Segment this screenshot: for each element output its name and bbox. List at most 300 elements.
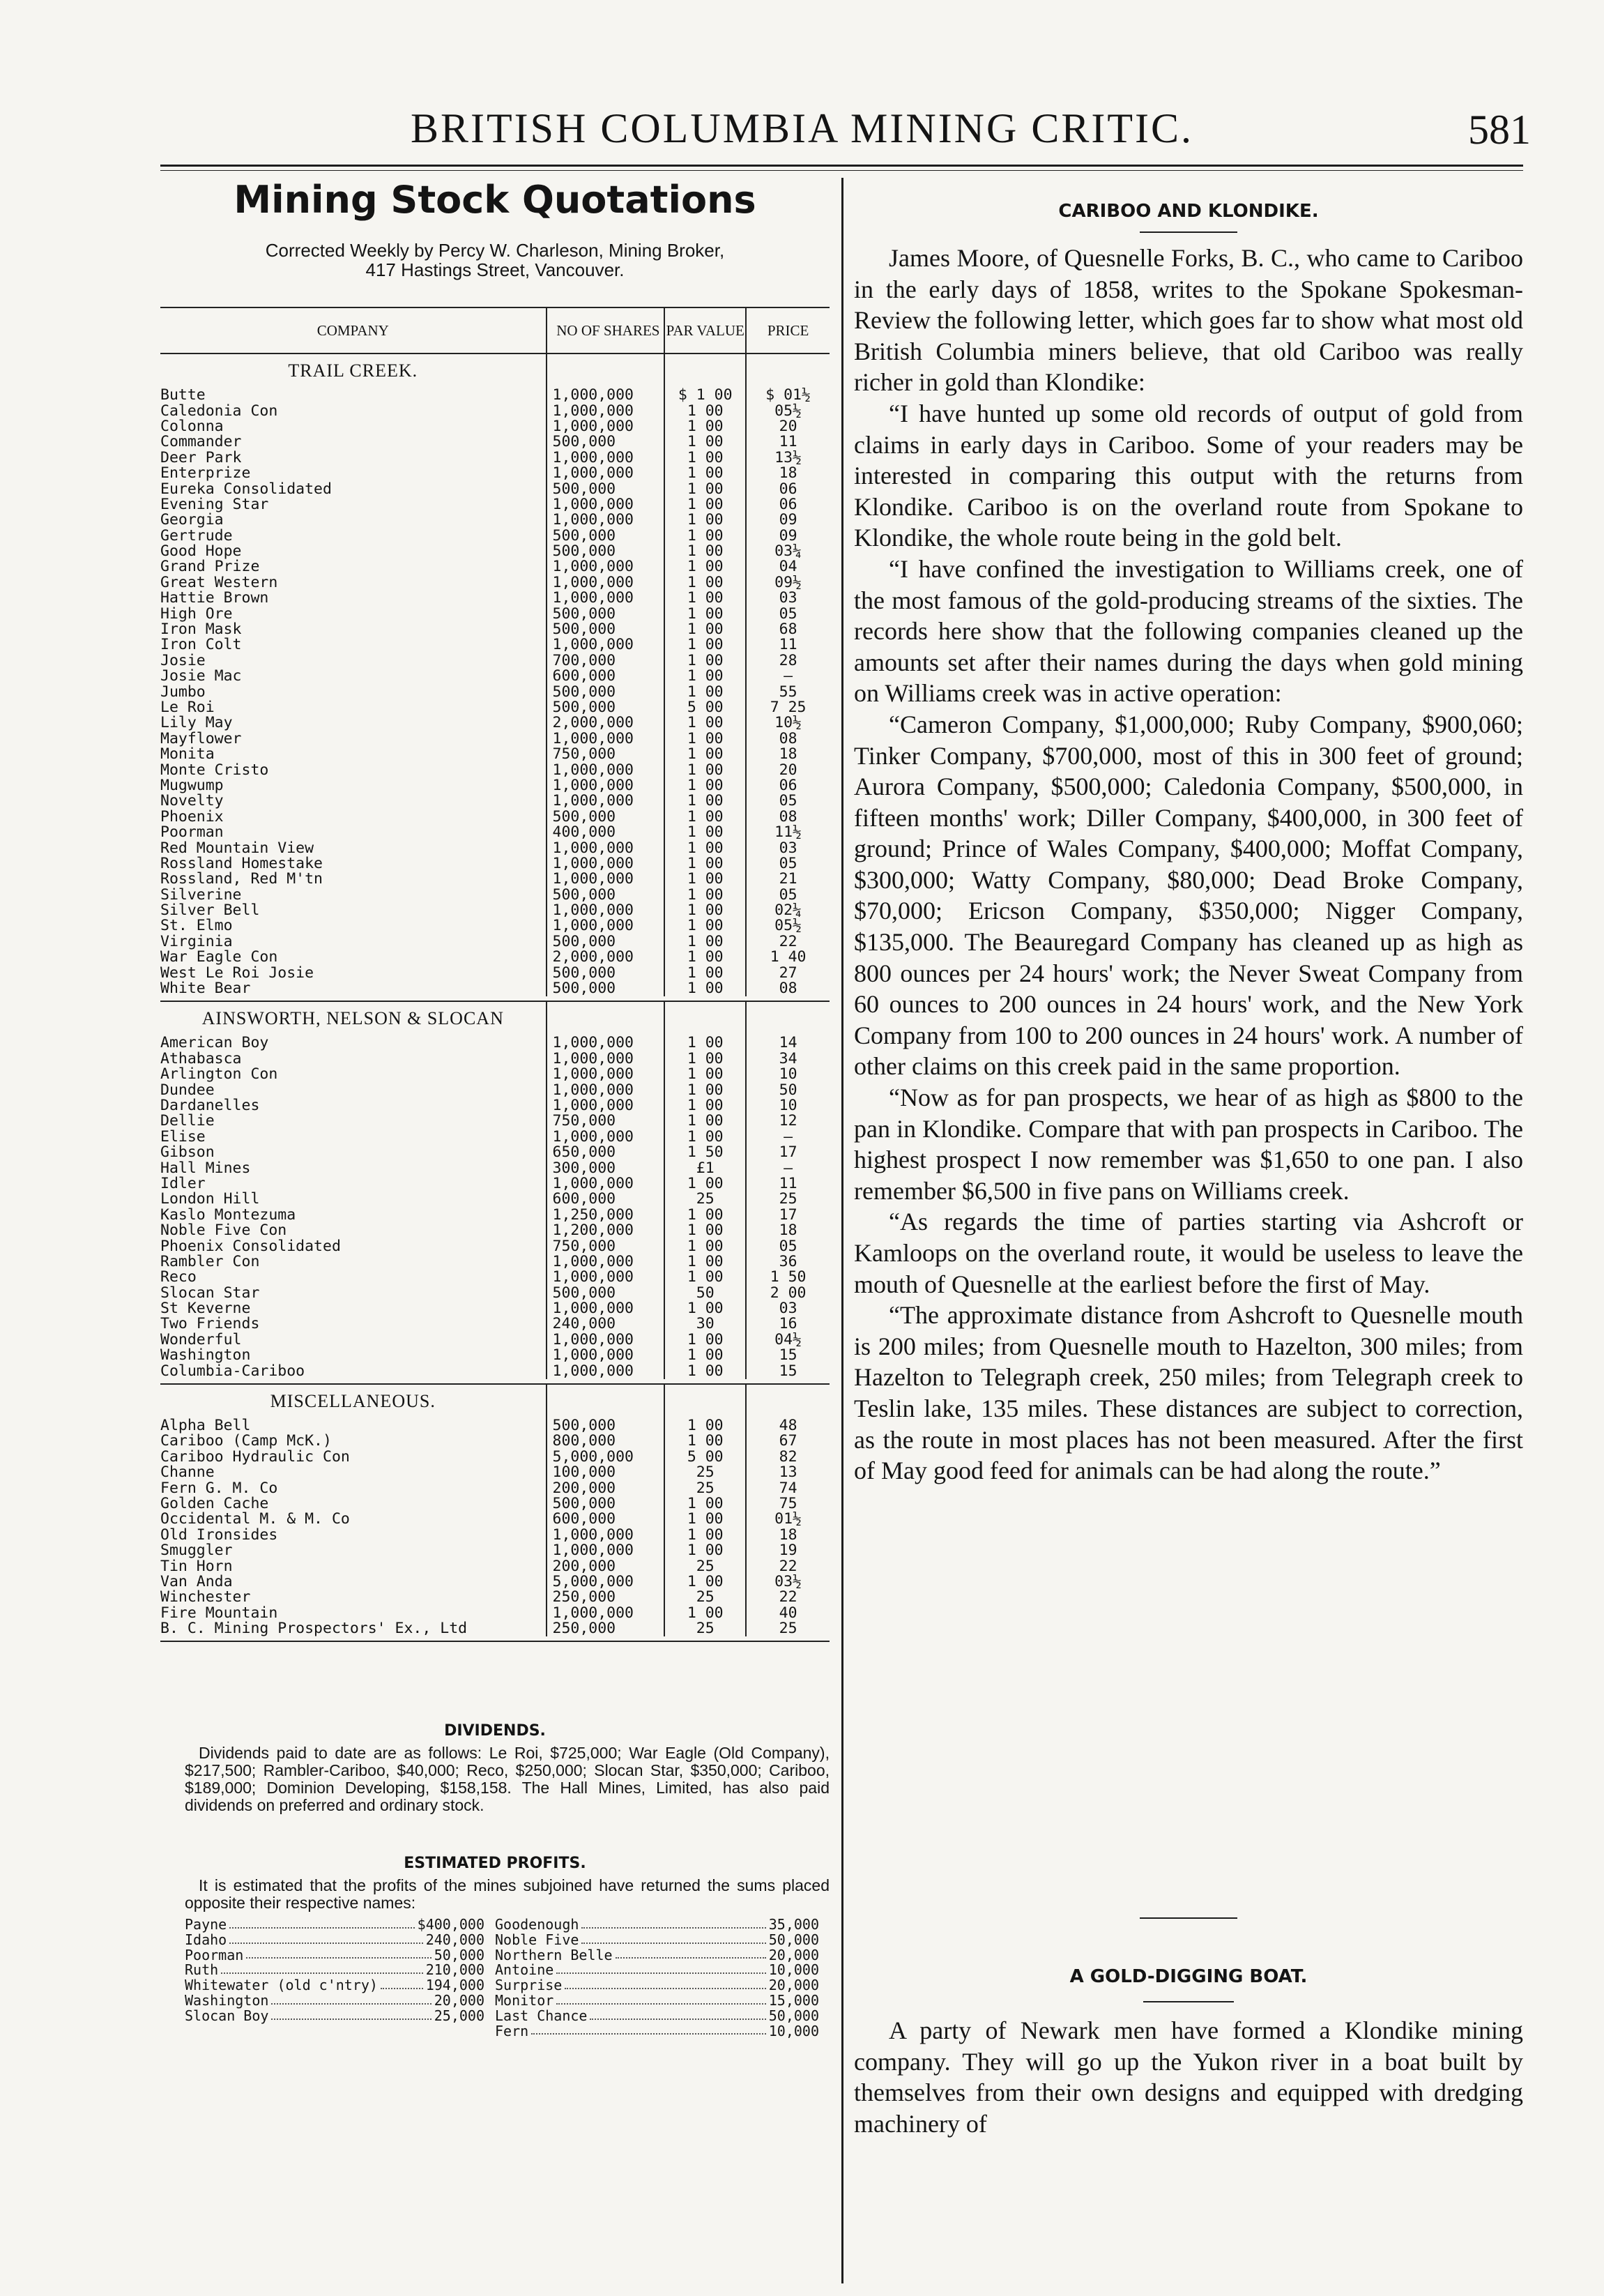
col-price: PRICE <box>746 307 830 353</box>
price: 82 <box>746 1450 830 1465</box>
shares: 1,200,000 <box>547 1223 665 1238</box>
company-name: Rambler Con <box>160 1254 260 1270</box>
leader-dots <box>556 1993 765 2005</box>
par-value: 1 00 <box>664 669 746 684</box>
par-value: 1 00 <box>664 606 746 621</box>
table-row <box>160 1363 830 1378</box>
company-name: Slocan Star <box>160 1285 260 1301</box>
price: 19 <box>746 1543 830 1558</box>
price: 03 <box>746 1301 830 1316</box>
price: 06 <box>746 778 830 793</box>
table-row <box>160 1223 830 1238</box>
price: 28 <box>746 653 830 669</box>
company-name: Red Mountain View <box>160 840 314 856</box>
table-row <box>160 809 830 825</box>
price: 48 <box>746 1418 830 1434</box>
par-value: 1 00 <box>664 918 746 934</box>
company-name: Iron Colt <box>160 637 242 653</box>
par-value: 1 00 <box>664 653 746 669</box>
price: 7 25 <box>746 700 830 715</box>
par-value: 1 00 <box>664 450 746 466</box>
table-row <box>160 840 830 856</box>
shares: 750,000 <box>547 747 665 762</box>
table-row <box>160 965 830 980</box>
price: 22 <box>746 934 830 950</box>
shares: 1,000,000 <box>547 497 665 512</box>
table-row <box>160 653 830 669</box>
table-row <box>160 1208 830 1223</box>
price: 68 <box>746 622 830 637</box>
company-name: Enterprize <box>160 465 251 482</box>
price: 05½ <box>746 918 830 934</box>
profit-amount: 15,000 <box>768 1991 819 2009</box>
table-row <box>160 434 830 450</box>
shares: 1,000,000 <box>547 575 665 591</box>
shares: 1,000,000 <box>547 856 665 872</box>
shares: 1,000,000 <box>547 1067 665 1082</box>
par-value: 1 00 <box>664 872 746 887</box>
running-header <box>0 105 1604 153</box>
company-name: Phoenix Consolidated <box>160 1238 341 1254</box>
price: 08 <box>746 981 830 996</box>
table-row <box>160 1465 830 1480</box>
profit-amount: 50,000 <box>768 2007 819 2024</box>
par-value: 1 00 <box>664 1434 746 1449</box>
table-row <box>160 1590 830 1605</box>
company-name: St. Elmo <box>160 918 233 934</box>
company-name: Josie Mac <box>160 669 242 685</box>
par-value: 1 00 <box>664 731 746 747</box>
article-paragraph: “I have confined the investigation to Williams creek, one of the most famous of the gold-producing streams of the sixties. The records here show that the following companies cleaned up the amounts set after their names during the days when gold mining on Williams creek was in active operation: <box>854 554 1523 708</box>
price: 05 <box>746 793 830 809</box>
shares: 1,000,000 <box>547 1606 665 1621</box>
shares: 1,000,000 <box>547 1051 665 1067</box>
company-name: Deer Park <box>160 450 242 466</box>
price: 36 <box>746 1254 830 1270</box>
price: 50 <box>746 1082 830 1097</box>
table-row <box>160 1418 830 1434</box>
shares: 1,000,000 <box>547 419 665 434</box>
profit-row <box>185 1978 484 1993</box>
company-name: Commander <box>160 434 242 450</box>
par-value: 25 <box>664 1558 746 1574</box>
profit-row <box>495 1963 819 1978</box>
price: 05 <box>746 606 830 621</box>
article-paragraph: “Cameron Company, $1,000,000; Ruby Company, $900,060; Tinker Company, $700,000, most of this in 300 feet of ground; Aurora Company, $500,000; Caledonia Company, $500,000, in fifteen months' work; Diller Company, $400,000, in 300 feet of ground; Prince of Wales Company, $400,000; Moffat Company, $300,000; Watty Company, $80,000; Dead Broke Company, $70,000; Ericson Company, $350,000; Nigger Company, $135,000. The Beauregard Company has cleaned up as high as 800 ounces per 24 hours' work; the Never Sweat Company from 60 ounces to 200 ounces in 24 hours' work, and the New York Company from 100 to 200 ounces in 24 hours' work. A number of other claims on this creek paid in the same proportion. <box>854 710 1523 1081</box>
shares: 1,000,000 <box>547 1528 665 1543</box>
leader-dots <box>556 1963 765 1974</box>
table-row <box>160 715 830 731</box>
profits-text: It is estimated that the profits of the mines subjoined have returned the sums placed opposite their respective names: <box>185 1876 830 1912</box>
shares: 500,000 <box>547 481 665 496</box>
shares: 1,000,000 <box>547 403 665 418</box>
profits-title: ESTIMATED PROFITS. <box>404 1855 586 1872</box>
company-name: Occidental M. & M. Co <box>160 1512 350 1528</box>
price: 21 <box>746 872 830 887</box>
par-value: 1 00 <box>664 1035 746 1051</box>
company-name: Athabasca <box>160 1051 242 1067</box>
leader-dots <box>531 2024 766 2035</box>
leader-dots <box>590 2009 765 2020</box>
company-name: St Keverne <box>160 1300 251 1317</box>
profit-mine-name: Last Chance <box>495 2007 588 2024</box>
price: — <box>746 669 830 684</box>
leader-dots <box>229 1917 414 1929</box>
company-name: Mugwump <box>160 777 224 794</box>
par-value: 1 00 <box>664 1208 746 1223</box>
col-shares: NO OF SHARES <box>547 307 665 353</box>
shares: 1,000,000 <box>547 388 665 403</box>
price: $ 01½ <box>746 388 830 403</box>
shares: 700,000 <box>547 653 665 669</box>
profit-amount: $400,000 <box>417 1916 484 1933</box>
price: 18 <box>746 1528 830 1543</box>
price: 03¼ <box>746 544 830 559</box>
price: 22 <box>746 1590 830 1605</box>
shares: 500,000 <box>547 544 665 559</box>
shares: 500,000 <box>547 809 665 825</box>
price: 34 <box>746 1051 830 1067</box>
company-name: Hattie Brown <box>160 591 269 607</box>
corrected-line-1: Corrected Weekly by Percy W. Charleson, Mining Broker, <box>265 240 725 261</box>
section-heading: MISCELLANEOUS. <box>270 1390 436 1411</box>
profit-mine-name: Payne <box>185 1916 227 1933</box>
par-value: 1 00 <box>664 778 746 793</box>
table-row <box>160 1192 830 1207</box>
company-name: Columbia-Cariboo <box>160 1363 305 1379</box>
price: 25 <box>746 1192 830 1207</box>
par-value: 1 00 <box>664 888 746 903</box>
price: 05 <box>746 856 830 872</box>
shares: 1,000,000 <box>547 1270 665 1285</box>
table-row <box>160 1176 830 1192</box>
par-value: 1 00 <box>664 934 746 950</box>
table-row <box>160 669 830 684</box>
price: 02¼ <box>746 903 830 918</box>
par-value: 1 00 <box>664 1067 746 1082</box>
section-separator <box>160 996 830 1001</box>
shares: 100,000 <box>547 1465 665 1480</box>
section-heading-row <box>160 353 830 388</box>
company-name: Idler <box>160 1176 206 1192</box>
col-company: COMPANY <box>160 307 547 353</box>
par-value: 1 00 <box>664 825 746 840</box>
shares: 1,000,000 <box>547 1348 665 1363</box>
leader-dots <box>581 1917 765 1929</box>
par-value: 1 00 <box>664 497 746 512</box>
table-row <box>160 1316 830 1332</box>
table-row <box>160 544 830 559</box>
company-name: Cariboo Hydraulic Con <box>160 1449 350 1465</box>
table-row <box>160 1450 830 1465</box>
profit-mine-name: Washington <box>185 1991 269 2009</box>
profit-row <box>495 1993 819 2009</box>
table-row <box>160 1558 830 1574</box>
shares: 1,000,000 <box>547 450 665 466</box>
leader-dots <box>565 1978 765 1989</box>
shares: 1,000,000 <box>547 840 665 856</box>
shares: 500,000 <box>547 529 665 544</box>
table-row <box>160 450 830 466</box>
shares: 1,000,000 <box>547 466 665 481</box>
table-row <box>160 950 830 965</box>
table-row <box>160 778 830 793</box>
company-name: Van Anda <box>160 1574 233 1590</box>
header-rule-thin <box>160 170 1523 171</box>
par-value: 50 <box>664 1285 746 1300</box>
par-value: 1 00 <box>664 715 746 731</box>
shares: 500,000 <box>547 622 665 637</box>
par-value: 1 00 <box>664 1238 746 1254</box>
section-heading-spacer <box>664 1001 746 1035</box>
price: 08 <box>746 809 830 825</box>
shares: 250,000 <box>547 1590 665 1605</box>
table-row <box>160 684 830 699</box>
company-name: War Eagle Con <box>160 950 278 966</box>
par-value: 1 00 <box>664 1301 746 1316</box>
company-name: B. C. Mining Prospectors' Ex., Ltd <box>160 1620 468 1637</box>
company-name: Virginia <box>160 934 233 950</box>
company-name: Golden Cache <box>160 1496 269 1512</box>
company-name: Dellie <box>160 1113 215 1130</box>
shares: 500,000 <box>547 888 665 903</box>
par-value: 25 <box>664 1621 746 1636</box>
leader-dots <box>271 1993 431 2005</box>
table-row <box>160 1035 830 1051</box>
price: — <box>746 1160 830 1176</box>
profit-row <box>185 1993 484 2009</box>
shares: 1,000,000 <box>547 1130 665 1145</box>
section-heading-spacer <box>746 1384 830 1418</box>
par-value: 1 00 <box>664 466 746 481</box>
page-number: 581 <box>1468 107 1531 153</box>
section-heading-spacer <box>746 1001 830 1035</box>
company-name: Rossland, Red M'tn <box>160 872 323 888</box>
shares: 800,000 <box>547 1434 665 1449</box>
stock-quotations-table <box>160 307 830 1642</box>
table-row <box>160 903 830 918</box>
profit-amount: 20,000 <box>434 1991 484 2009</box>
par-value: 25 <box>664 1480 746 1496</box>
par-value: 25 <box>664 1192 746 1207</box>
company-name: Two Friends <box>160 1316 260 1332</box>
company-name: White Bear <box>160 980 251 997</box>
shares: 1,000,000 <box>547 731 665 747</box>
profit-amount: 25,000 <box>434 2007 484 2024</box>
separator-cell <box>160 996 830 1001</box>
table-row <box>160 856 830 872</box>
price: 01½ <box>746 1512 830 1527</box>
article-separator-rule <box>1140 1917 1237 1919</box>
profit-amount: 20,000 <box>768 1946 819 1963</box>
col-par-value: PAR VALUE <box>664 307 746 353</box>
shares: 1,000,000 <box>547 591 665 606</box>
par-value: 1 00 <box>664 544 746 559</box>
profits-list-left <box>185 1917 484 2024</box>
price: 05½ <box>746 403 830 418</box>
company-name: Silverine <box>160 887 242 903</box>
table-row <box>160 793 830 809</box>
shares: 250,000 <box>547 1621 665 1636</box>
par-value: 1 00 <box>664 512 746 528</box>
table-row <box>160 1145 830 1160</box>
article-paragraph: “As regards the time of parties starting via Ashcroft or Kamloops on the overland route, it would be useless to leave the mouth of Quesnelle at the earliest before the first of May. <box>854 1208 1523 1298</box>
profit-amount: 10,000 <box>768 1961 819 1979</box>
par-value: 1 00 <box>664 1051 746 1067</box>
profit-mine-name: Slocan Boy <box>185 2007 269 2024</box>
table-header-row <box>160 307 830 353</box>
table-row <box>160 981 830 996</box>
profit-mine-name: Fern <box>495 2022 529 2039</box>
leader-dots <box>581 1933 765 1944</box>
price: 08 <box>746 731 830 747</box>
table-row <box>160 1332 830 1348</box>
company-name: Great Western <box>160 575 278 591</box>
company-name: Evening Star <box>160 496 269 513</box>
table-row <box>160 481 830 496</box>
section-separator <box>160 1379 830 1384</box>
shares: 2,000,000 <box>547 950 665 965</box>
separator-cell <box>160 1636 830 1641</box>
profit-row <box>495 1917 819 1933</box>
company-name: Lily May <box>160 715 233 731</box>
table-row <box>160 575 830 591</box>
par-value: 1 00 <box>664 793 746 809</box>
par-value: 1 00 <box>664 1223 746 1238</box>
company-name: Butte <box>160 388 206 404</box>
price: 11½ <box>746 825 830 840</box>
price: 03 <box>746 840 830 856</box>
company-name: Monte Cristo <box>160 762 269 778</box>
company-name: Rossland Homestake <box>160 856 323 872</box>
profit-amount: 20,000 <box>768 1977 819 1994</box>
price: 09½ <box>746 575 830 591</box>
table-row <box>160 403 830 418</box>
table-row <box>160 559 830 575</box>
company-name: London Hill <box>160 1192 260 1208</box>
header-rule <box>160 165 1523 167</box>
journal-title: BRITISH COLUMBIA MINING CRITIC. <box>410 105 1194 151</box>
shares: 240,000 <box>547 1316 665 1332</box>
par-value: 1 00 <box>664 965 746 980</box>
company-name: American Boy <box>160 1035 269 1051</box>
article-paragraph: “I have hunted up some old records of output of gold from claims in early days in Cariboo. Some of your readers may be interested in comparing this output with the returns from Klondike. Cariboo is on the overland route from Spokane to Klondike, the whole route being in the gold belt. <box>854 399 1523 552</box>
company-name: Poorman <box>160 824 224 841</box>
section-heading-spacer <box>664 1384 746 1418</box>
price: 06 <box>746 497 830 512</box>
price: 27 <box>746 965 830 980</box>
price: 20 <box>746 762 830 777</box>
par-value: 1 00 <box>664 1512 746 1527</box>
par-value: 1 00 <box>664 591 746 606</box>
table-row <box>160 918 830 934</box>
company-name: Jumbo <box>160 684 206 700</box>
par-value: 1 00 <box>664 1098 746 1113</box>
shares: 600,000 <box>547 1192 665 1207</box>
par-value: 25 <box>664 1465 746 1480</box>
company-name: Silver Bell <box>160 902 260 919</box>
par-value: 1 00 <box>664 1332 746 1348</box>
price: 20 <box>746 419 830 434</box>
profit-amount: 240,000 <box>425 1931 484 1948</box>
par-value: 1 00 <box>664 1348 746 1363</box>
price: 03 <box>746 591 830 606</box>
price: 17 <box>746 1145 830 1160</box>
table-row <box>160 1434 830 1449</box>
profit-row <box>495 2009 819 2024</box>
company-name: Reco <box>160 1270 197 1286</box>
table-row <box>160 1301 830 1316</box>
price: 22 <box>746 1558 830 1574</box>
table-row <box>160 419 830 434</box>
profit-amount: 210,000 <box>425 1961 484 1979</box>
price: 74 <box>746 1480 830 1496</box>
price: 11 <box>746 637 830 653</box>
price: 1 50 <box>746 1270 830 1285</box>
company-name: Josie <box>160 653 206 669</box>
shares: 500,000 <box>547 934 665 950</box>
company-name: Colonna <box>160 418 224 435</box>
profit-row <box>495 1933 819 1948</box>
article-cariboo-title: CARIBOO AND KLONDIKE. <box>1058 201 1319 222</box>
company-name: Georgia <box>160 512 224 529</box>
profit-mine-name: Northern Belle <box>495 1946 613 1963</box>
profit-mine-name: Surprise <box>495 1977 563 1994</box>
par-value: 30 <box>664 1316 746 1332</box>
company-name: Channe <box>160 1465 215 1481</box>
company-name: Noble Five Con <box>160 1222 287 1239</box>
price: 15 <box>746 1348 830 1363</box>
company-name: Monita <box>160 746 215 763</box>
price: 17 <box>746 1208 830 1223</box>
company-name: Gibson <box>160 1144 215 1161</box>
leader-dots <box>616 1948 766 1959</box>
par-value: 1 00 <box>664 1270 746 1285</box>
price: 13½ <box>746 450 830 466</box>
price: 18 <box>746 1223 830 1238</box>
table-row <box>160 1480 830 1496</box>
shares: 500,000 <box>547 606 665 621</box>
shares: 200,000 <box>547 1558 665 1574</box>
profit-mine-name: Antoine <box>495 1961 554 1979</box>
shares: 1,000,000 <box>547 1301 665 1316</box>
shares: 1,000,000 <box>547 1176 665 1192</box>
par-value: 1 00 <box>664 434 746 450</box>
shares: 750,000 <box>547 1113 665 1129</box>
shares: 1,000,000 <box>547 559 665 575</box>
profit-amount: 35,000 <box>768 1916 819 1933</box>
par-value: 1 00 <box>664 981 746 996</box>
par-value: 1 00 <box>664 1574 746 1590</box>
table-row <box>160 466 830 481</box>
profit-row <box>495 1978 819 1993</box>
section-heading-spacer <box>547 353 665 388</box>
company-name: Alpha Bell <box>160 1417 251 1434</box>
shares: 1,000,000 <box>547 1082 665 1097</box>
table-row <box>160 1067 830 1082</box>
profit-row <box>185 1917 484 1933</box>
price: 06 <box>746 481 830 496</box>
par-value: 1 00 <box>664 1418 746 1434</box>
price: 1 40 <box>746 950 830 965</box>
shares: 2,000,000 <box>547 715 665 731</box>
par-value: 1 00 <box>664 1543 746 1558</box>
profit-row <box>185 1963 484 1978</box>
company-name: Smuggler <box>160 1542 233 1559</box>
price: — <box>746 1130 830 1145</box>
table-row <box>160 888 830 903</box>
price: 11 <box>746 1176 830 1192</box>
